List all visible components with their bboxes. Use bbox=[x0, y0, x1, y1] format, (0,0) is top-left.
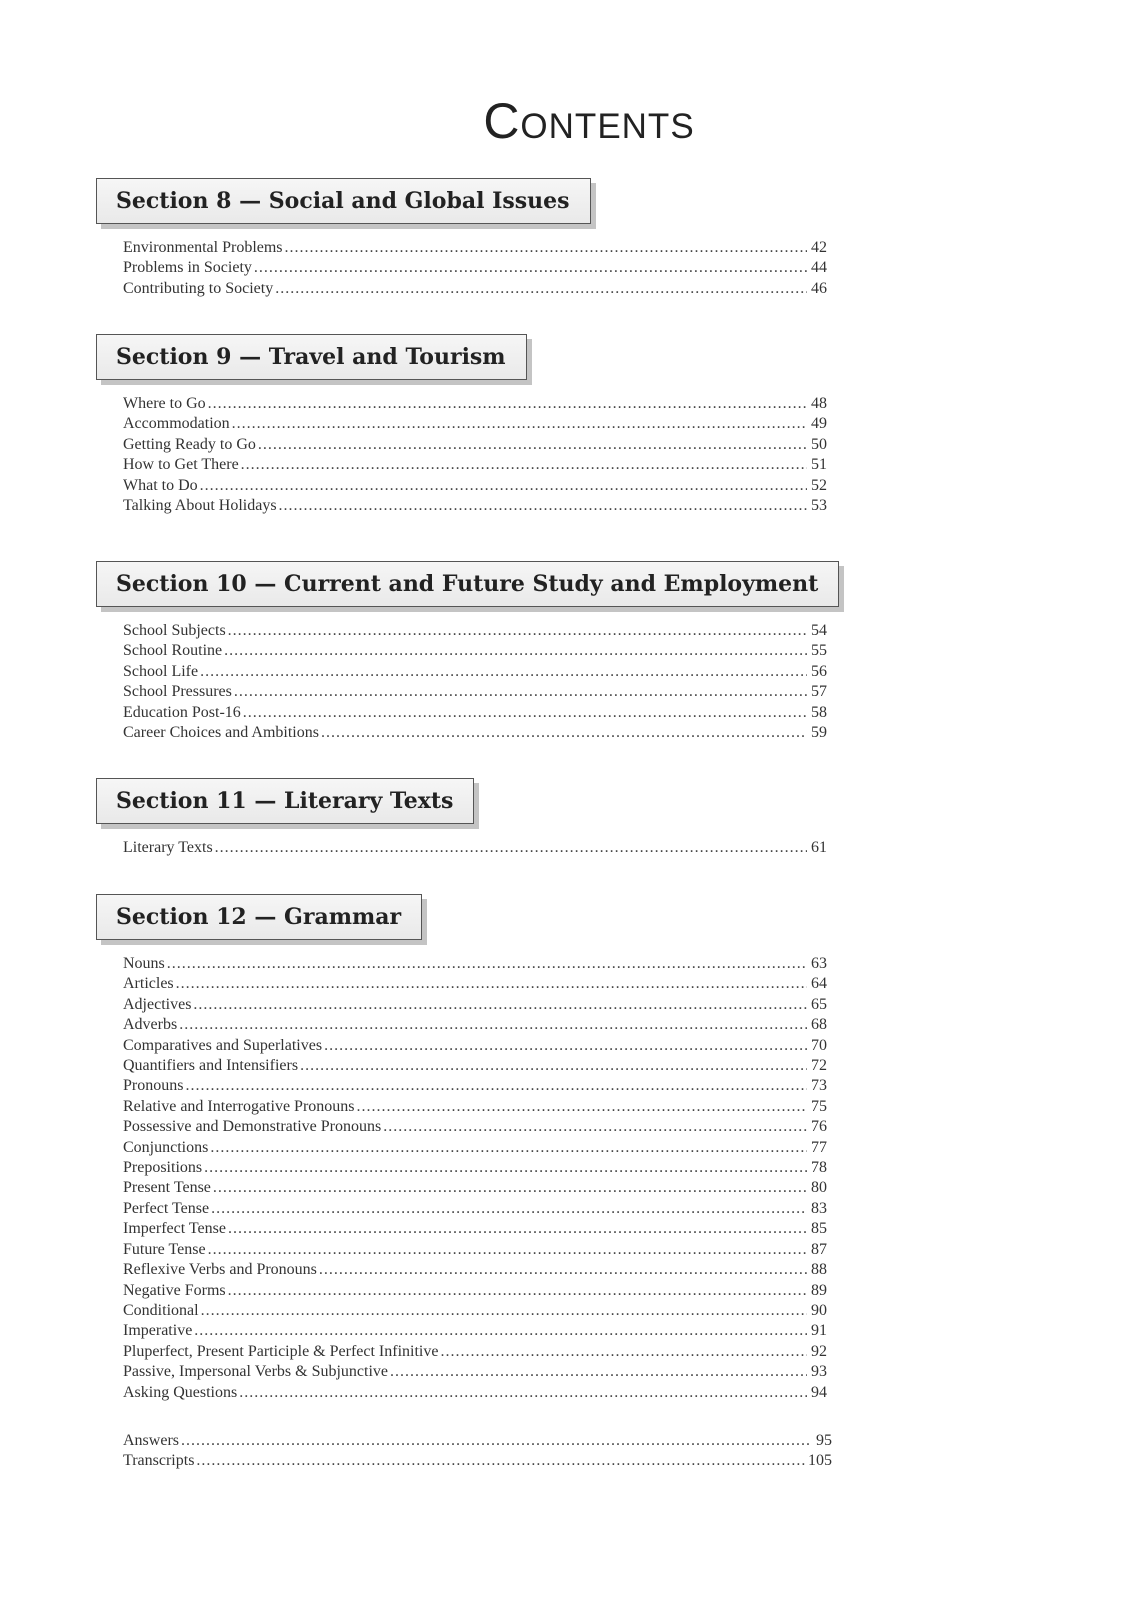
toc-entry-label: Pluperfect, Present Participle & Perfect Infinitive bbox=[123, 1342, 439, 1360]
dot-leader bbox=[196, 1451, 806, 1471]
toc-list bbox=[123, 621, 827, 743]
toc-entry-label: Pronouns bbox=[123, 1077, 184, 1095]
toc-entry-label: Accommodation bbox=[123, 415, 230, 433]
toc-entry-label: School Subjects bbox=[123, 622, 226, 639]
toc-entry[interactable] bbox=[123, 1240, 827, 1260]
toc-entry[interactable] bbox=[123, 496, 827, 516]
toc-entry[interactable] bbox=[123, 1138, 827, 1158]
dot-leader bbox=[321, 723, 807, 743]
toc-entry-label: How to Get There bbox=[123, 456, 239, 474]
dot-leader bbox=[194, 1321, 807, 1341]
toc-entry[interactable] bbox=[123, 1383, 827, 1403]
toc-list bbox=[123, 954, 827, 1403]
toc-entry[interactable] bbox=[123, 238, 827, 258]
section-11 bbox=[96, 778, 827, 858]
toc-entry-page: 92 bbox=[811, 1342, 827, 1360]
dot-leader bbox=[228, 1281, 807, 1301]
toc-entry[interactable] bbox=[123, 838, 827, 858]
toc-entry-label: Reflexive Verbs and Pronouns bbox=[123, 1261, 317, 1279]
toc-entry-label: Adverbs bbox=[123, 1016, 178, 1034]
toc-entry-label: Environmental Problems bbox=[123, 239, 283, 256]
toc-entry[interactable] bbox=[123, 662, 827, 682]
toc-entry-label: Conditional bbox=[123, 1301, 199, 1319]
toc-entry-label: Comparatives and Superlatives bbox=[123, 1036, 323, 1054]
toc-entry-label: Possessive and Demonstrative Pronouns bbox=[123, 1118, 382, 1136]
dot-leader bbox=[258, 435, 807, 455]
dot-leader bbox=[275, 279, 807, 299]
dot-leader bbox=[208, 394, 807, 414]
toc-entry-label: School Routine bbox=[123, 642, 223, 660]
toc-entry[interactable] bbox=[123, 279, 827, 299]
dot-leader bbox=[181, 1431, 812, 1451]
dot-leader bbox=[204, 1158, 807, 1178]
toc-entry-page: 77 bbox=[811, 1138, 827, 1156]
toc-entry-page: 63 bbox=[811, 955, 827, 972]
toc-list bbox=[123, 394, 827, 516]
toc-entry-label: Imperfect Tense bbox=[123, 1220, 226, 1238]
toc-entry[interactable] bbox=[123, 1015, 827, 1035]
toc-entry[interactable] bbox=[123, 1158, 827, 1178]
toc-entry[interactable] bbox=[123, 455, 827, 475]
section-heading: Section 10 — Current and Future Study and Employment bbox=[96, 561, 839, 607]
dot-leader bbox=[179, 1015, 807, 1035]
toc-entry-page: 88 bbox=[811, 1261, 827, 1279]
toc-entry-page: 54 bbox=[811, 622, 827, 639]
toc-entry[interactable] bbox=[123, 1056, 827, 1076]
toc-entry[interactable] bbox=[123, 1076, 827, 1096]
dot-leader bbox=[215, 838, 807, 858]
dot-leader bbox=[243, 703, 807, 723]
toc-entry-page: 87 bbox=[811, 1240, 827, 1258]
dot-leader bbox=[200, 662, 807, 682]
dot-leader bbox=[319, 1260, 807, 1280]
toc-entry-label: Future Tense bbox=[123, 1240, 206, 1258]
toc-entry-label: Talking About Holidays bbox=[123, 497, 277, 515]
toc-entry-label: Education Post-16 bbox=[123, 703, 241, 721]
toc-entry[interactable] bbox=[123, 1219, 827, 1239]
toc-entry-label: Answers bbox=[123, 1432, 179, 1449]
toc-entry[interactable] bbox=[123, 1362, 827, 1382]
toc-entry-page: 42 bbox=[811, 239, 827, 256]
toc-entry-page: 78 bbox=[811, 1159, 827, 1177]
toc-entry[interactable] bbox=[123, 1097, 827, 1117]
toc-entry[interactable] bbox=[123, 476, 827, 496]
toc-entry-page: 46 bbox=[811, 279, 827, 297]
toc-entry[interactable] bbox=[123, 435, 827, 455]
toc-entry-page: 91 bbox=[811, 1322, 827, 1340]
toc-entry-page: 52 bbox=[811, 476, 827, 494]
toc-entry[interactable] bbox=[123, 974, 827, 994]
toc-entry-label: Passive, Impersonal Verbs & Subjunctive bbox=[123, 1363, 389, 1381]
toc-entry-page: 48 bbox=[811, 395, 827, 412]
section-heading: Section 9 — Travel and Tourism bbox=[96, 334, 527, 380]
toc-entry-label: What to Do bbox=[123, 476, 198, 494]
toc-entry-page: 73 bbox=[811, 1077, 827, 1095]
dot-leader bbox=[390, 1362, 807, 1382]
toc-entry-label: Quantifiers and Intensifiers bbox=[123, 1057, 299, 1075]
toc-entry-page: 61 bbox=[811, 839, 827, 856]
dot-leader bbox=[211, 1199, 807, 1219]
dot-leader bbox=[193, 995, 807, 1015]
page-title: Contents bbox=[483, 93, 695, 149]
dot-leader bbox=[176, 974, 807, 994]
dot-leader bbox=[234, 682, 807, 702]
toc-entry[interactable] bbox=[123, 621, 827, 641]
toc-list bbox=[123, 238, 827, 299]
toc-entry[interactable] bbox=[123, 1321, 827, 1341]
dot-leader bbox=[285, 238, 807, 258]
toc-entry-page: 64 bbox=[811, 975, 827, 993]
dot-leader bbox=[201, 1301, 807, 1321]
section-heading: Section 8 — Social and Global Issues bbox=[96, 178, 591, 224]
toc-entry-label: Perfect Tense bbox=[123, 1199, 210, 1217]
toc-entry[interactable] bbox=[123, 1342, 827, 1362]
toc-entry[interactable] bbox=[123, 1178, 827, 1198]
toc-entry-page: 65 bbox=[811, 995, 827, 1013]
toc-entry[interactable] bbox=[123, 641, 827, 661]
toc-entry-label: Contributing to Society bbox=[123, 279, 274, 297]
toc-entry-page: 58 bbox=[811, 703, 827, 721]
toc-entry-label: Relative and Interrogative Pronouns bbox=[123, 1097, 355, 1115]
dot-leader bbox=[241, 455, 807, 475]
toc-entry-label: Conjunctions bbox=[123, 1138, 209, 1156]
dot-leader bbox=[357, 1097, 808, 1117]
back-matter bbox=[96, 1431, 832, 1472]
toc-list bbox=[123, 838, 827, 858]
toc-entry[interactable] bbox=[123, 1451, 832, 1471]
toc-entry[interactable] bbox=[123, 394, 827, 414]
toc-entry-label: Where to Go bbox=[123, 395, 206, 412]
toc-entry-page: 50 bbox=[811, 435, 827, 453]
toc-entry[interactable] bbox=[123, 1281, 827, 1301]
toc-entry-page: 68 bbox=[811, 1016, 827, 1034]
toc-entry[interactable] bbox=[123, 1117, 827, 1137]
toc-entry-page: 72 bbox=[811, 1057, 827, 1075]
section-9 bbox=[96, 334, 827, 516]
toc-entry[interactable] bbox=[123, 258, 827, 278]
toc-entry-page: 57 bbox=[811, 683, 827, 701]
dot-leader bbox=[210, 1138, 807, 1158]
toc-entry[interactable] bbox=[123, 1431, 832, 1451]
toc-list bbox=[123, 1431, 832, 1472]
dot-leader bbox=[228, 1219, 807, 1239]
toc-entry[interactable] bbox=[123, 723, 827, 743]
toc-entry-page: 55 bbox=[811, 642, 827, 660]
toc-entry-label: Asking Questions bbox=[123, 1383, 238, 1401]
toc-entry[interactable] bbox=[123, 1301, 827, 1321]
toc-entry-page: 70 bbox=[811, 1036, 827, 1054]
dot-leader bbox=[324, 1036, 807, 1056]
toc-entry[interactable] bbox=[123, 1036, 827, 1056]
toc-entry-label: Problems in Society bbox=[123, 259, 252, 277]
toc-entry[interactable] bbox=[123, 1260, 827, 1280]
toc-entry[interactable] bbox=[123, 954, 827, 974]
toc-entry-page: 94 bbox=[811, 1383, 827, 1401]
dot-leader bbox=[440, 1342, 807, 1362]
toc-entry-label: Prepositions bbox=[123, 1159, 203, 1177]
section-heading: Section 11 — Literary Texts bbox=[96, 778, 474, 824]
toc-entry-page: 44 bbox=[811, 259, 827, 277]
toc-entry-label: Negative Forms bbox=[123, 1281, 226, 1299]
toc-entry-page: 75 bbox=[811, 1097, 827, 1115]
toc-entry-page: 95 bbox=[816, 1432, 832, 1449]
dot-leader bbox=[228, 621, 807, 641]
toc-entry-label: Career Choices and Ambitions bbox=[123, 724, 319, 742]
toc-entry-page: 90 bbox=[811, 1301, 827, 1319]
toc-entry-label: Nouns bbox=[123, 955, 165, 972]
dot-leader bbox=[383, 1117, 807, 1137]
toc-entry-label: School Life bbox=[123, 662, 199, 680]
toc-entry-page: 59 bbox=[811, 724, 827, 742]
toc-entry-page: 56 bbox=[811, 662, 827, 680]
toc-entry-page: 51 bbox=[811, 456, 827, 474]
toc-entry-label: Articles bbox=[123, 975, 174, 993]
dot-leader bbox=[167, 954, 807, 974]
toc-entry-label: Imperative bbox=[123, 1322, 193, 1340]
toc-entry[interactable] bbox=[123, 995, 827, 1015]
toc-entry-label: Literary Texts bbox=[123, 839, 213, 856]
toc-entry-page: 93 bbox=[811, 1363, 827, 1381]
toc-entry-page: 80 bbox=[811, 1179, 827, 1197]
dot-leader bbox=[232, 414, 807, 434]
dot-leader bbox=[239, 1383, 807, 1403]
section-12 bbox=[96, 894, 827, 1403]
toc-entry-label: Present Tense bbox=[123, 1179, 211, 1197]
toc-entry-label: School Pressures bbox=[123, 683, 232, 701]
toc-entry-label: Adjectives bbox=[123, 995, 192, 1013]
dot-leader bbox=[213, 1178, 807, 1198]
dot-leader bbox=[208, 1240, 807, 1260]
toc-entry-label: Transcripts bbox=[123, 1452, 195, 1470]
toc-entry-page: 89 bbox=[811, 1281, 827, 1299]
dot-leader bbox=[224, 641, 807, 661]
dot-leader bbox=[185, 1076, 807, 1096]
toc-entry-page: 85 bbox=[811, 1220, 827, 1238]
toc-entry-page: 49 bbox=[811, 415, 827, 433]
toc-entry-page: 53 bbox=[811, 497, 827, 515]
dot-leader bbox=[300, 1056, 807, 1076]
toc-entry-page: 105 bbox=[808, 1452, 832, 1470]
section-heading: Section 12 — Grammar bbox=[96, 894, 422, 940]
toc-entry-label: Getting Ready to Go bbox=[123, 435, 256, 453]
dot-leader bbox=[200, 476, 807, 496]
dot-leader bbox=[254, 258, 807, 278]
section-8 bbox=[96, 178, 827, 299]
toc-entry[interactable] bbox=[123, 703, 827, 723]
toc-entry-page: 76 bbox=[811, 1118, 827, 1136]
toc-entry[interactable] bbox=[123, 682, 827, 702]
dot-leader bbox=[279, 496, 807, 516]
toc-entry-page: 83 bbox=[811, 1199, 827, 1217]
toc-entry[interactable] bbox=[123, 1199, 827, 1219]
toc-entry[interactable] bbox=[123, 414, 827, 434]
section-10 bbox=[96, 561, 839, 743]
